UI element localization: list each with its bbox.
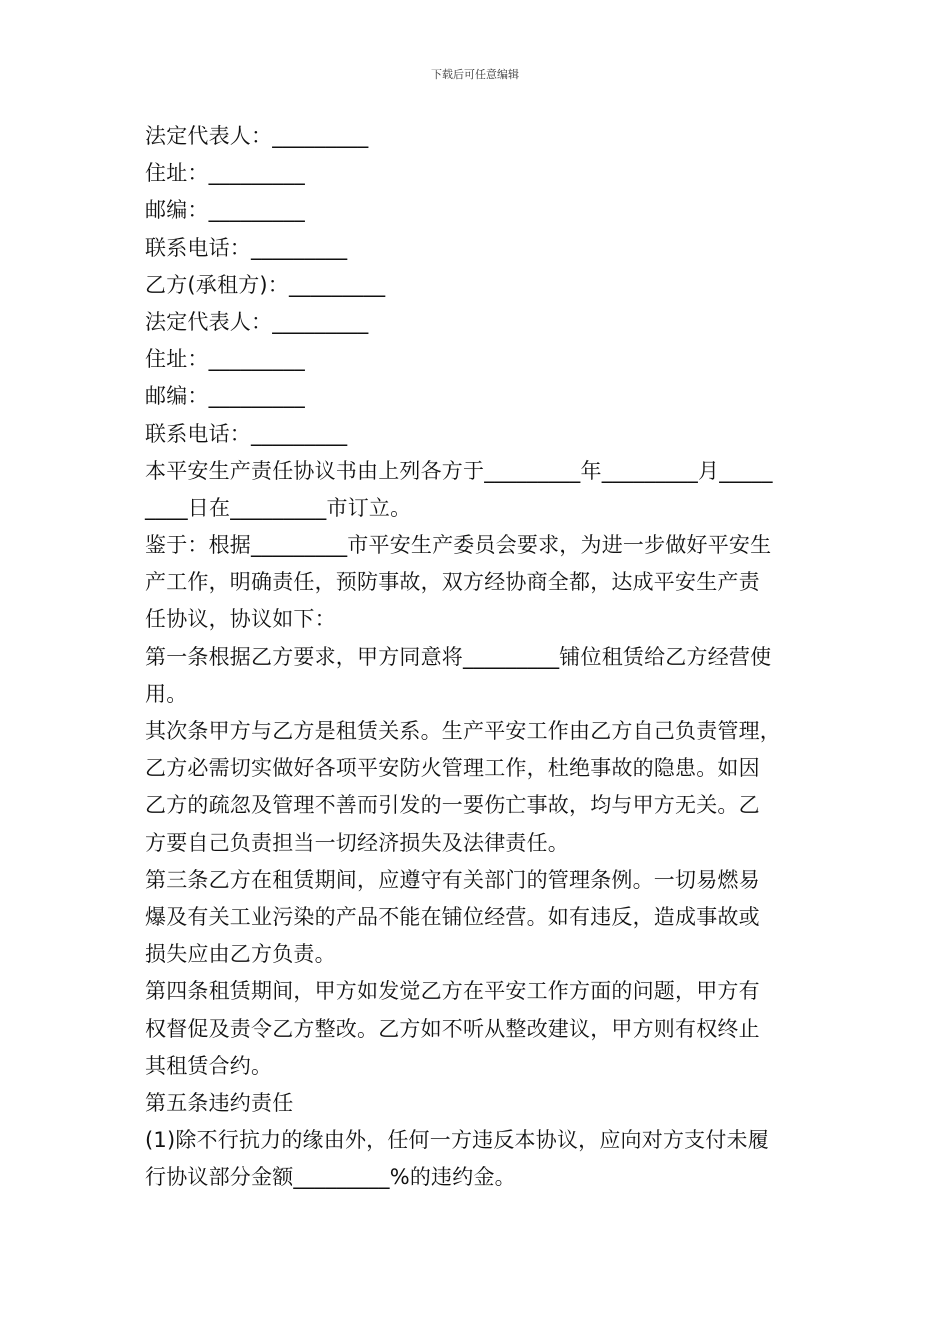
text-line: 本平安生产责任协议书由上列各方于_________年_________月_____ bbox=[145, 458, 773, 483]
text-line: 邮编：_________ bbox=[145, 384, 305, 409]
text-line: 其租赁合约。 bbox=[145, 1053, 273, 1078]
text-line: 方要自己负责担当一切经济损失及法律责任。 bbox=[145, 830, 569, 855]
text-line: 权督促及责令乙方整改。乙方如不听从整改建议，甲方则有权终止 bbox=[145, 1016, 760, 1041]
text-line: 联系电话：_________ bbox=[145, 421, 348, 446]
text-line: 第四条租赁期间，甲方如发觉乙方在平安工作方面的问题，甲方有 bbox=[145, 979, 760, 1004]
text-line: 住址：_________ bbox=[145, 347, 305, 372]
text-line: 第五条违约责任 bbox=[145, 1090, 294, 1115]
text-line: 任协议，协议如下： bbox=[145, 607, 336, 632]
text-line: ____日在_________市订立。 bbox=[145, 495, 412, 520]
text-line: 爆及有关工业污染的产品不能在铺位经营。如有违反，造成事故或 bbox=[145, 904, 760, 929]
text-line: 乙方(承租方)：_________ bbox=[145, 272, 386, 297]
text-line: 第三条乙方在租赁期间，应遵守有关部门的管理条例。一切易燃易 bbox=[145, 867, 760, 892]
text-line: 乙方必需切实做好各项平安防火管理工作，杜绝事故的隐患。如因 bbox=[145, 756, 760, 781]
document-body bbox=[145, 118, 825, 1196]
text-line: (1)除不行抗力的缘由外，任何一方违反本协议，应向对方支付未履 bbox=[145, 1128, 769, 1153]
text-line: 法定代表人：_________ bbox=[145, 309, 369, 334]
text-line: 法定代表人：_________ bbox=[145, 124, 369, 148]
text-line: 乙方的疏忽及管理不善而引发的一要伤亡事故，均与甲方无关。乙 bbox=[145, 793, 760, 818]
text-line: 鉴于：根据_________市平安生产委员会要求，为进一步做好平安生 bbox=[145, 533, 772, 558]
text-line: 联系电话：_________ bbox=[145, 235, 348, 260]
header-note: 下载后可任意编辑 bbox=[431, 68, 519, 81]
text-line: 产工作，明确责任，预防事故，双方经协商全都，达成平安生产责 bbox=[145, 570, 760, 595]
text-line: 邮编：_________ bbox=[145, 198, 305, 223]
text-line: 损失应由乙方负责。 bbox=[145, 942, 336, 967]
text-line: 住址：_________ bbox=[145, 161, 305, 186]
text-line: 行协议部分金额_________%的违约金。 bbox=[145, 1165, 516, 1190]
text-line: 第一条根据乙方要求，甲方同意将_________铺位租赁给乙方经营使 bbox=[145, 644, 772, 669]
text-line: 其次条甲方与乙方是租赁关系。生产平安工作由乙方自己负责管理， bbox=[145, 719, 781, 743]
text-line: 用。 bbox=[145, 681, 188, 706]
